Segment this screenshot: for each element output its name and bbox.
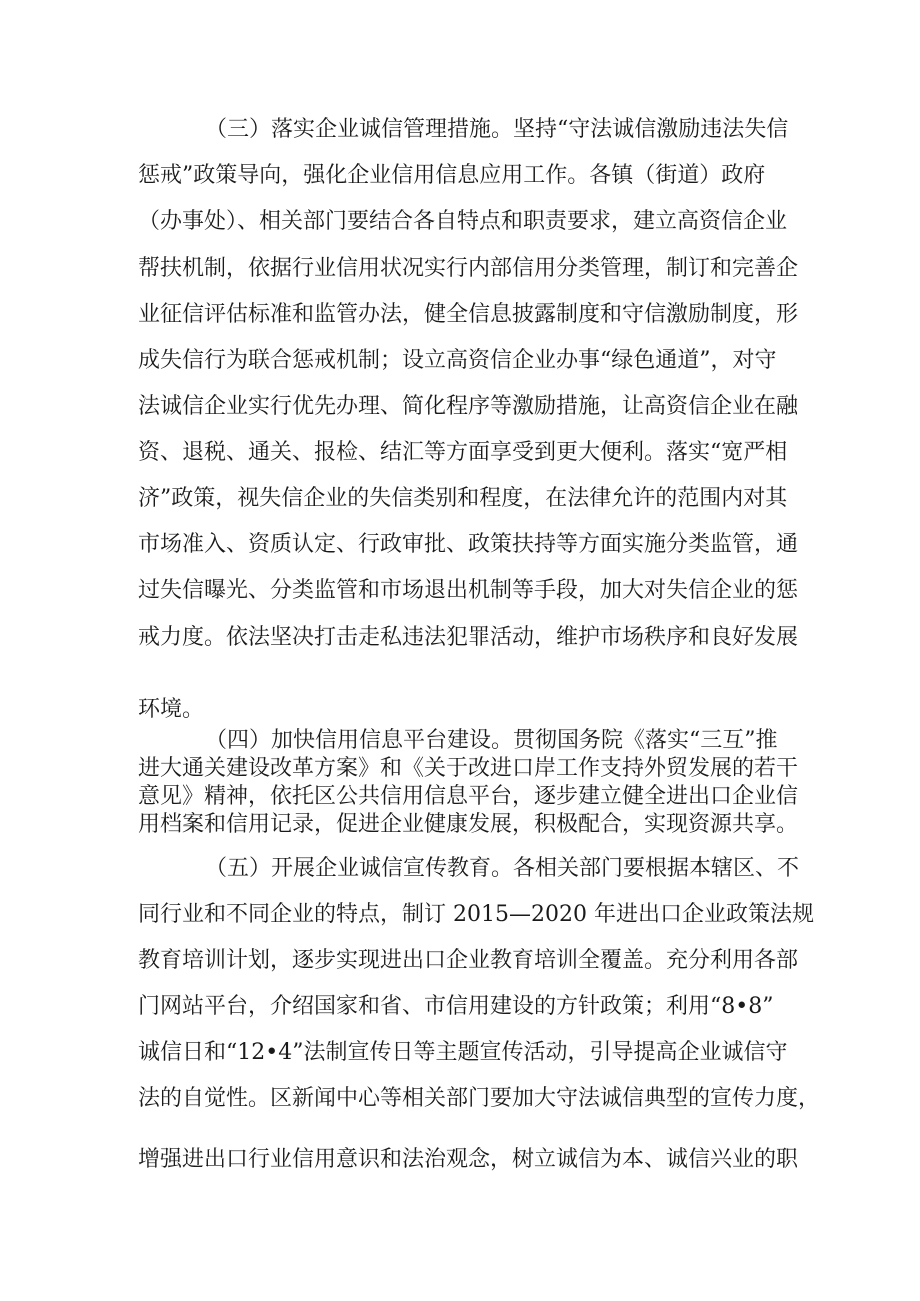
text-line: 环境。 xyxy=(138,697,205,722)
text-line: （五）开展企业诚信宣传教育。各相关部门要根据本辖区、不 xyxy=(205,856,800,881)
text-line: 成失信行为联合惩戒机制；设立高资信企业办事“绿色通道”，对守 xyxy=(138,348,777,373)
text-line: 用档案和信用记录，促进企业健康发展，积极配合，实现资源共享。 xyxy=(138,812,799,837)
text-line: （三）落实企业诚信管理措施。坚持“守法诚信激励违法失信 xyxy=(205,117,789,142)
text-line: 过失信曝光、分类监管和市场退出机制等手段，加大对失信企业的惩 xyxy=(138,578,799,603)
text-line: 教育培训计划，逐步实现进出口企业教育培训全覆盖。充分利用各部 xyxy=(138,948,799,973)
text-line: 诚信日和“12•4”法制宣传日等主题宣传活动，引导提高企业诚信守 xyxy=(138,1040,788,1065)
text-line: 法诚信企业实行优先办理、简化程序等激励措施，让高资信企业在融 xyxy=(138,394,799,419)
text-line: 意见》精神，依托区公共信用信息平台，逐步建立健全进出口企业信 xyxy=(138,784,799,809)
text-line: 业征信评估标准和监管办法，健全信息披露制度和守信激励制度，形 xyxy=(138,302,799,327)
text-line: 济”政策，视失信企业的失信类别和程度，在法律允许的范围内对其 xyxy=(138,486,788,511)
text-line: 戒力度。依法坚决打击走私违法犯罪活动，维护市场秩序和良好发展 xyxy=(138,625,799,650)
text-line: 市场准入、资质认定、行政审批、政策扶持等方面实施分类监管，通 xyxy=(138,532,799,557)
text-line: 资、退税、通关、报检、结汇等方面享受到更大便利。落实“宽严相 xyxy=(138,440,788,465)
text-line: （办事处）、相关部门要结合各自特点和职责要求，建立高资信企业 xyxy=(138,209,788,234)
text-line: （四）加快信用信息平台建设。贯彻国务院《落实“三互”推 xyxy=(205,728,778,753)
text-line: 门网站平台，介绍国家和省、市信用建设的方针政策；利用“8•8” xyxy=(138,994,774,1019)
text-line: 惩戒”政策导向，强化企业信用信息应用工作。各镇（街道）政府 xyxy=(138,163,766,188)
text-line: 同行业和不同企业的特点，制订 2015—2020 年进出口企业政策法规 xyxy=(138,902,814,927)
text-line: 增强进出口行业信用意识和法治观念，树立诚信为本、诚信兴业的职 xyxy=(138,1147,799,1172)
text-line: 法的自觉性。区新闻中心等相关部门要加大守法诚信典型的宣传力度， xyxy=(138,1086,821,1111)
text-line: 帮扶机制，依据行业信用状况实行内部信用分类管理，制订和完善企 xyxy=(138,256,799,281)
text-line: 进大通关建设改革方案》和《关于改进口岸工作支持外贸发展的若干 xyxy=(138,756,799,781)
